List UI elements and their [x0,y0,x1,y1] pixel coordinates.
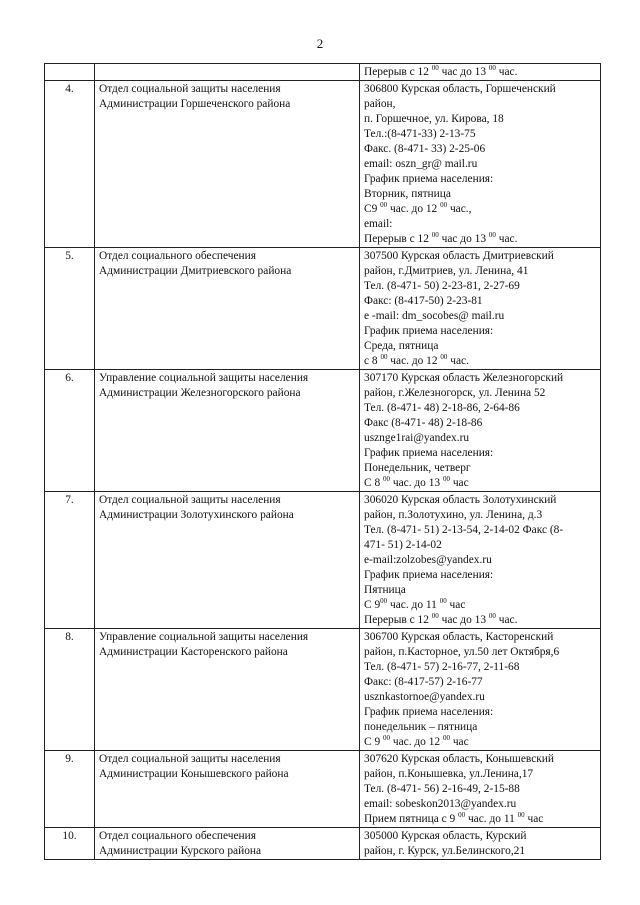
info-line: Факс: (8-417-57) 2-16-77 [364,676,483,688]
info-line: Факс: (8-417-50) 2-23-81 [364,295,483,307]
info-line: с 8 $^{00}$ час. до 12 $^{00}$ час. [364,353,469,367]
info-line: район, г. Курск, ул.Белинского,21 [364,845,526,857]
info-line: 306800 Курская область, Горшеченский [364,83,556,95]
row-number-cell: 10. [45,828,95,860]
info-line: email: [364,218,393,230]
organization-name-line: Отдел социальной защиты населения [99,494,281,506]
info-line: Тел. (8-471- 56) 2-16-49, 2-15-88 [364,783,520,795]
info-line: График приема населения: [364,706,494,718]
info-line: 307500 Курская область Дмитриевский [364,250,554,262]
table-row [45,828,601,860]
row-number-cell: 6. [45,370,95,492]
info-line: 307620 Курская область, Конышевский [364,753,554,765]
organization-name-line: Отдел социального обеспечения [99,830,256,842]
row-number-cell [45,64,95,81]
superscript-minutes: 00 [431,231,439,239]
info-line: Тел. (8-471- 48) 2-18-86, 2-64-86 [364,402,520,414]
organization-cell [95,828,360,860]
info-line: п. Горшечное, ул. Кирова, 18 [364,113,504,125]
info-line: Перерыв с 12 $^{00}$ час до 13 $^{00}$ час. [364,64,518,78]
table-row [45,492,601,629]
superscript-minutes: 00 [380,201,388,209]
superscript-minutes: 00 [488,231,496,239]
contact-info-cell [360,492,601,629]
organization-name-line: Отдел социальной защиты населения [99,753,281,765]
info-line: район, г.Дмитриев, ул. Ленина, 41 [364,265,529,277]
organization-cell [95,370,360,492]
organization-name-line: Отдел социальной защиты населения [99,83,281,95]
row-number-cell: 4. [45,81,95,248]
info-line: График приема населения: [364,447,494,459]
info-line: Прием пятница с 9 $^{00}$ час. до 11 $^{00}$ час [364,811,544,825]
table-row [45,751,601,828]
superscript-minutes: 00 [440,353,448,361]
organization-name-line: Администрации Дмитриевского района [99,265,292,277]
organization-cell [95,64,360,81]
table-row-continuation [45,64,601,81]
contact-info-cell [360,248,601,370]
info-line: С $9^{00}$ час. до 11 $^{00}$ час [364,597,466,611]
info-line: С 8 $^{00}$ час. до 13 $^{00}$ час [364,475,469,489]
info-line: Пятница [364,584,406,596]
organization-cell [95,248,360,370]
superscript-minutes: 00 [517,811,525,819]
row-number-cell: 9. [45,751,95,828]
superscript-minutes: 00 [383,475,390,483]
info-line: email: oszn_gr@ mail.ru [364,158,478,170]
organization-name-line: Отдел социального обеспечения [99,250,256,262]
superscript-minutes: 00 [488,612,496,620]
info-line: район, п.Золотухино, ул. Ленина, д.3 [364,509,543,521]
organization-name-line: Управление социальной защиты населения [99,372,309,384]
contact-info-cell [360,629,601,751]
table-row [45,81,601,248]
row-number-cell: 5. [45,248,95,370]
organization-cell [95,492,360,629]
organization-name-line: Администрации Касторенского района [99,646,288,658]
info-line: e-mail:zolzobes@yandex.ru [364,554,492,566]
contact-info-cell [360,81,601,248]
superscript-minutes: 00 [442,734,450,742]
contact-info-cell [360,370,601,492]
superscript-minutes: 00 [439,597,447,605]
info-line: Тел. (8-471- 57) 2-16-77, 2-11-68 [364,661,520,673]
info-line: График приема населения: [364,173,494,185]
info-line: 306020 Курская область Золотухинский [364,494,557,506]
info-line: понедельник – пятница [364,721,478,733]
info-line: 307170 Курская область Железногорский [364,372,564,384]
organization-cell [95,629,360,751]
info-line: 305000 Курская область, Курский [364,830,527,842]
superscript-minutes: 00 [442,475,450,483]
organization-name-line: Администрации Горшеченского района [99,98,291,110]
contact-info-cell [360,64,601,81]
info-line: Перерыв с 12 $^{00}$ час до 13 $^{00}$ час. [364,231,518,245]
organization-name-line: Администрации Железногорского района [99,387,301,399]
organization-name-line: Администрации Золотухинского района [99,509,294,521]
info-line: Факс (8-471- 48) 2-18-86 [364,417,483,429]
contact-info-cell [360,751,601,828]
info-line: С9 $^{00}$ час. до 12 $^{00}$ час., [364,201,472,215]
info-line: район, п.Конышевка, ул.Ленина,17 [364,768,534,780]
info-line: email: sobeskon2013@yandex.ru [364,798,517,810]
contacts-table-body [45,64,601,860]
info-line: район, п.Касторное, ул.50 лет Октября,6 [364,646,560,658]
superscript-minutes: 00 [440,201,448,209]
info-line: График приема населения: [364,569,494,581]
organization-cell [95,81,360,248]
organization-name-line: Администрации Конышевского района [99,768,289,780]
organization-name-line: Управление социальной защиты населения [99,631,309,643]
superscript-minutes: 00 [431,612,439,620]
info-line: 306700 Курская область, Касторенский [364,631,554,643]
organization-cell [95,751,360,828]
row-number-cell: 8. [45,629,95,751]
info-line: С 9 $^{00}$ час. до 12 $^{00}$ час [364,734,469,748]
contacts-table [44,63,601,860]
info-line: Перерыв с 12 $^{00}$ час до 13 $^{00}$ час. [364,612,518,626]
info-line: Вторник, пятница [364,188,451,200]
superscript-minutes: 00 [383,734,390,742]
table-row [45,248,601,370]
info-line: usznkastornoe@yandex.ru [364,691,485,703]
info-line: График приема населения: [364,325,494,337]
info-line: Среда, пятница [364,340,439,352]
organization-name-line: Администрации Курского района [99,845,262,857]
contact-info-cell [360,828,601,860]
table-row [45,629,601,751]
superscript-minutes: 00 [380,597,388,605]
info-line: Тел. (8-471- 51) 2-13-54, 2-14-02 Факс (8- [364,524,564,536]
info-line: район, г.Железногорск, ул. Ленина 52 [364,387,546,399]
row-number-cell: 7. [45,492,95,629]
info-line: Факс. (8-471- 33) 2-25-06 [364,143,486,155]
table-row [45,370,601,492]
superscript-minutes: 00 [431,64,439,72]
info-line: Тел.:(8-471-33) 2-13-75 [364,128,476,140]
info-line: Тел. (8-471- 50) 2-23-81, 2-27-69 [364,280,520,292]
superscript-minutes: 00 [380,353,388,361]
page-number: 2 [316,36,324,51]
superscript-minutes: 00 [488,64,496,72]
superscript-minutes: 00 [458,811,466,819]
info-line: usznge1rai@yandex.ru [364,432,470,444]
info-line: район, [364,98,396,110]
info-line: 471- 51) 2-14-02 [364,539,442,551]
info-line: е -mail: dm_socobes@ mail.ru [364,310,505,322]
info-line: Понедельник, четверг [364,462,471,474]
